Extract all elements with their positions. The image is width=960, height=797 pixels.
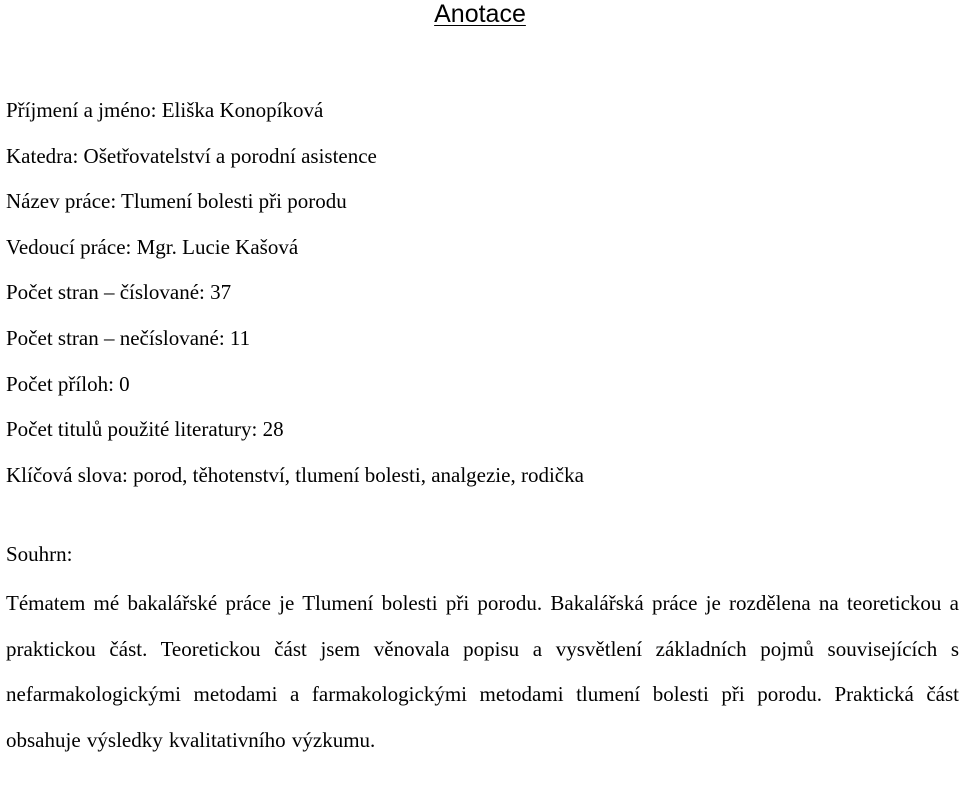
meta-unnumbered-pages: Počet stran – nečíslované: 11	[6, 325, 251, 350]
summary-paragraph: Tématem mé bakalářské práce je Tlumení bolesti při porodu. Bakalářská práce je rozdělena na teoretickou a praktickou část. Teoretickou část jsem věnovala popisu a vysvětlení základních pojmů souvisejících s nefarmakologickými metodami a farmakologickými metodami tlumení bolesti při porodu. Praktická část obsahuje výsledky kvalitativního výzkumu.	[6, 591, 959, 752]
metadata-list	[6, 88, 584, 498]
meta-keywords: Klíčová slova: porod, těhotenství, tlumení bolesti, analgezie, rodička	[6, 462, 584, 487]
meta-author: Příjmení a jméno: Eliška Konopíková	[6, 98, 324, 122]
summary-heading: Souhrn:	[6, 542, 73, 566]
meta-numbered-pages: Počet stran – číslované: 37	[6, 280, 232, 305]
meta-thesis-title: Název práce: Tlumení bolesti při porodu	[6, 189, 347, 214]
meta-attachments: Počet příloh: 0	[6, 371, 130, 396]
meta-supervisor: Vedoucí práce: Mgr. Lucie Kašová	[6, 234, 299, 259]
meta-department: Katedra: Ošetřovatelství a porodní asistence	[6, 143, 377, 168]
meta-references-count: Počet titulů použité literatury: 28	[6, 417, 284, 442]
page-title: Anotace	[434, 0, 526, 28]
